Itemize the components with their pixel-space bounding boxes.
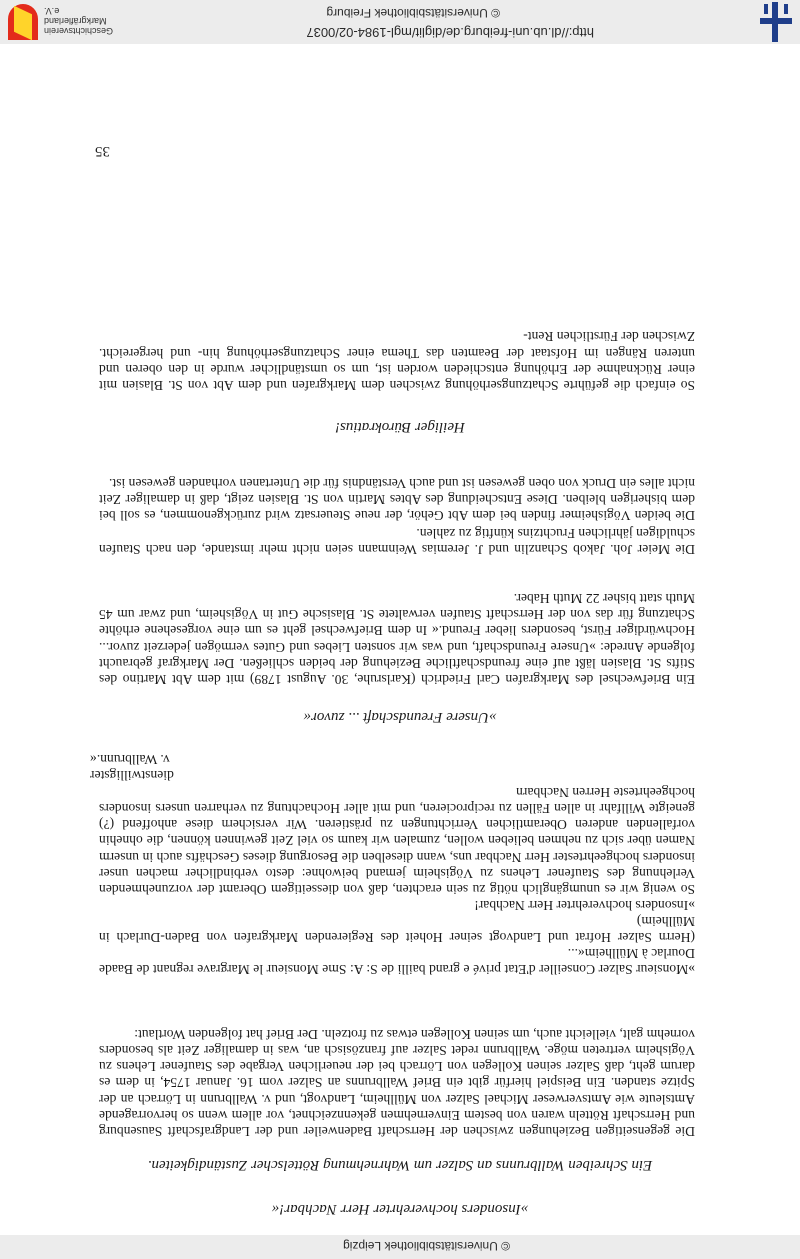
- footer-url[interactable]: http://dl.ub.uni-freiburg.de/diglit/mgl-1984-02/0037: [306, 25, 594, 40]
- signature-line-2: v. Wallbrunn.«: [90, 751, 170, 767]
- paragraph-7: Die Meier Joh. Jakob Schanzlin und J. Jeremias Weinmann seien nicht mehr imstande, den nach Staufen schuldigen jährlichen Fruchtzins künftig zu zahlen.: [99, 525, 695, 557]
- society-line-2: Markgräflerland e.V.: [44, 6, 107, 26]
- top-cut-strip: [0, 1235, 800, 1259]
- paragraph-4: »Insonders hochverehrter Herr Nachbar!: [474, 898, 695, 913]
- society-name: [44, 6, 114, 36]
- signature-line-1: dienstwilligster: [90, 768, 174, 783]
- article-heading: »Insonders hochverehrter Herr Nachbar!«: [271, 1201, 529, 1217]
- ub-freiburg-logo-icon: [760, 2, 792, 42]
- section-heading-2: »Unsere Freundschaft ... zuvor«: [303, 709, 497, 725]
- top-cut-text: © Universitätsbibliothek Leipzig: [343, 1239, 510, 1253]
- society-crest-icon: [0, 2, 38, 40]
- page-number: 35: [95, 143, 110, 159]
- footer-copyright: © Universitätsbibliothek Freiburg: [326, 6, 500, 20]
- article-subheading: Ein Schreiben Wallbrunns an Salzer um Wahrnehmung Röttelscher Zuständigkeiten.: [147, 1157, 653, 1173]
- paragraph-9: So einfach die geführte Schatzungserhöhung zwischen dem Markgrafen und dem Abt von St. Blasien mit einer Rücknahme der Erhöhung entschieden worden ist, um so umständlicher wurde in den oberen und unteren Rängen im Hofstaat der Beamten das Thema einer Schatzungserhöhung hin- und hergereicht. Zwischen der Fürstlichen Rent-: [99, 329, 695, 393]
- paragraph-8: Die beiden Vögisheimer finden bei dem Abt Gehör, der neue Steuersatz wird zurückgenommen, es soll bei dem bisherigen bleiben. Diese Entscheidung des Abtes Martin von St. Blasien zeigt, daß in damaliger Zeit nicht alles ein Druck von oben gewesen ist und auch Verständnis für die Untertanen vorhanden gewesen ist.: [99, 475, 695, 523]
- paragraph-2: »Monsieur Salzer Conseiller d'Etat privé e grand bailli de S: A: Sme Monsieur le Margrave regnant de Baade Dourlac à Müllheim«...: [99, 945, 695, 977]
- paragraph-5: So wenig wir es unumgänglich nötig zu sein erachten, daß von diesseitigem Oberamt der vorzunehmenden Verlehnung des Staufener Lehens zu Vögisheim jemand beiwohne: desto verbindlicher machen unser insonders hochgeehrtester Herr Nachbar uns, wann dieselben die Besorgung dieses Geschäfts auch in unserm Namen über sich zu nehmen belieben wollen, zumalen wir kaum so viel Zeit gewinnen können, die ohnehin vorfallenden anderen Oberamtlichen Verrichtungen zu prästieren. Wir versichern diese anhoffend (?) geneigte Willfahr in allen Fällen zu reciprocieren, und mit aller Hochachtung zu verharren unsers insonders hochgeehrteste Herren Nachbarn: [99, 784, 695, 897]
- section-heading-3: Heiliger Bürokratius!: [335, 419, 465, 435]
- paragraph-6: Ein Briefwechsel des Markgrafen Carl Friedrich (Karlsruhe, 30. August 1789) mit dem Abt Martino des Stifts St. Blasien läßt auf eine freundschaftliche Beziehung der beiden schließen. Der Markgraf gebraucht folgende Anrede: »Unsere Freundschaft, und was wir sonsten Liebes und Gutes vermögen jederzeit zuvor... Hochwürdiger Fürst, besonders lieber Freund.« In dem Briefwechsel geht es um eine vorgesehene erhöhte Schatzung für das von der Herrschaft Staufen verwaltete St. Blasische Gut in Vögisheim, und zwar um 45 Muth statt bisher 22 Muth Haber.: [99, 590, 695, 687]
- paragraph-1: Die gegenseitigen Beziehungen zwischen der Herrschaft Badenweiler und der Landgrafschaft Sausenburg und Herrschaft Rötteln waren von bestem Einvernehmen gekennzeichnet, vor allem wenn so hervorragende Amtsleute wie Amtsverweser Michael Salzer von Müllheim, Landvogt, und v. Wallbrunn in Lörrach an der Spitze standen. Ein Beispiel hierfür gibt ein Brief Wallbrunns an Salzer vom 16. Januar 1754, in dem es darum geht, daß Salzer seinen Kollegen von Lörrach bei der neuerlichen Vergabe des Staufener Lehens zu Vögisheim vertreten möge. Wallbrunn redet Salzer auf französisch an, was in damaliger Zeit als besonders vornehm galt, vielleicht auch, um seinen Kollegen etwas zu frotzeln. Der Brief hat folgenden Wortlaut:: [99, 1026, 695, 1139]
- paragraph-3: (Herrn Salzer Hofrat und Landvogt seiner Hoheit des Regierenden Markgrafen von Baden-Durlach in Müllheim): [99, 913, 695, 945]
- footer-bar: [0, 0, 800, 44]
- signature: [90, 751, 210, 783]
- society-line-1: Geschichtsverein: [44, 26, 114, 36]
